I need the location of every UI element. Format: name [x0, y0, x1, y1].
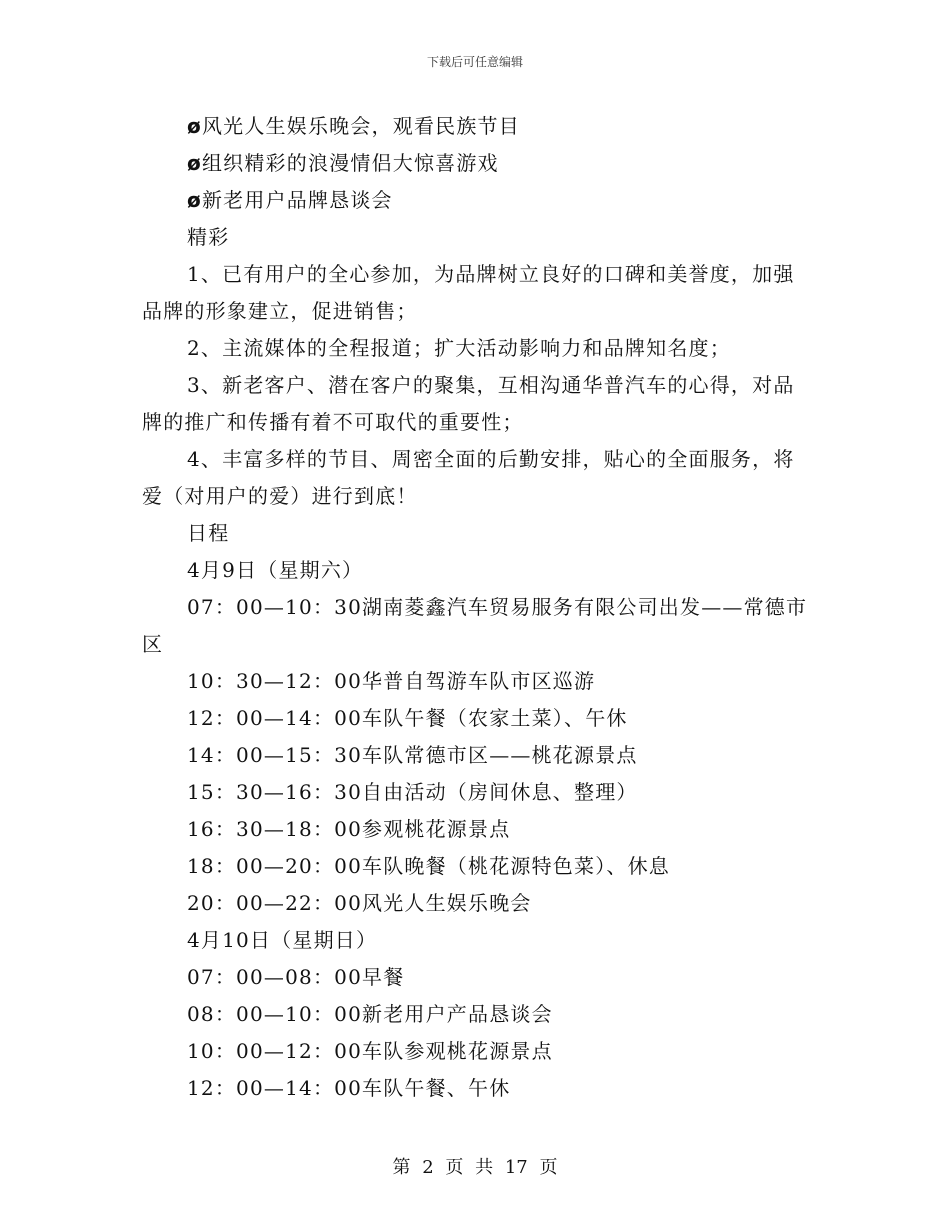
schedule-item: 14：00—15：30车队常德市区——桃花源景点	[187, 743, 638, 767]
schedule-item: 07：00—08：00早餐	[187, 965, 405, 989]
schedule-item: 18：00—20：00车队晚餐（桃花源特色菜）、休息	[187, 854, 670, 878]
schedule-item: 12：00—14：00车队午餐（农家土菜）、午休	[187, 706, 628, 730]
section-heading-highlights: 精彩	[187, 225, 230, 249]
bullet-text: 风光人生娱乐晚会，观看民族节目	[201, 114, 520, 138]
schedule-item: 07：00—10：30湖南菱鑫汽车贸易服务有限公司出发——常德市区	[142, 595, 808, 656]
highlight-paragraph: 2、主流媒体的全程报道；扩大活动影响力和品牌知名度；	[187, 336, 731, 360]
document-body	[142, 108, 810, 1107]
bullet-mark: ø	[187, 114, 202, 138]
highlight-paragraph: 1、已有用户的全心参加，为品牌树立良好的口碑和美誉度，加强品牌的形象建立，促进销售；	[142, 262, 795, 323]
schedule-item: 15：30—16：30自由活动（房间休息、整理）	[187, 780, 638, 804]
schedule-date: 4月9日（星期六）	[187, 558, 364, 582]
page-header: 下载后可任意编辑	[426, 55, 523, 69]
bullet-mark: ø	[187, 188, 202, 212]
section-heading-schedule: 日程	[187, 521, 230, 545]
schedule-item: 12：00—14：00车队午餐、午休	[187, 1076, 511, 1100]
schedule-date: 4月10日（星期日）	[187, 928, 378, 952]
bullet-mark: ø	[187, 151, 202, 175]
bullet-text: 新老用户品牌恳谈会	[201, 188, 393, 212]
highlight-paragraph: 3、新老客户、潜在客户的聚集，互相沟通华普汽车的心得，对品牌的推广和传播有着不可取代的重要性；	[142, 373, 795, 434]
schedule-item: 10：00—12：00车队参观桃花源景点	[187, 1039, 553, 1063]
schedule-item: 10：30—12：00华普自驾游车队市区巡游	[187, 669, 596, 693]
bullet-text: 组织精彩的浪漫情侣大惊喜游戏	[201, 151, 499, 175]
bullet-item	[142, 182, 810, 219]
schedule-item: 16：30—18：00参观桃花源景点	[187, 817, 511, 841]
schedule-item: 20：00—22：00风光人生娱乐晚会	[187, 891, 532, 915]
highlight-paragraph: 4、丰富多样的节目、周密全面的后勤安排，贴心的全面服务，将爱（对用户的爱）进行到底！	[142, 447, 795, 508]
page-number-footer: 第 2 页 共 17 页	[392, 1157, 558, 1178]
bullet-item	[142, 145, 810, 182]
schedule-item: 08：00—10：00新老用户产品恳谈会	[187, 1002, 553, 1026]
bullet-item	[142, 108, 810, 145]
